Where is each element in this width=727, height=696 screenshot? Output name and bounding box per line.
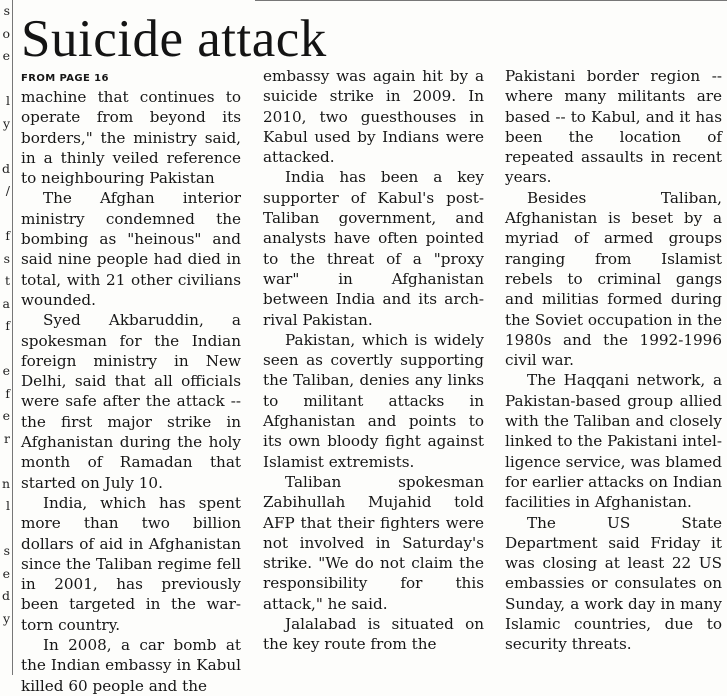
paragraph: machine that continues to operate from beyond its borders," the ministry said, in a thinly veiled reference to neighbouring Pakistan: [21, 88, 241, 188]
fragment-char: s: [3, 250, 10, 266]
fragment-char: [0, 68, 11, 91]
fragment-char: d: [1, 588, 10, 603]
previous-column-fragments: [0, 0, 11, 675]
fragment-char: l: [6, 498, 10, 513]
fragment-char: /: [5, 183, 10, 198]
paragraph: India, which has spent more than two billion dollars of aid in Afghanistan since the Taliban regime fell in 2001, has previously been targeted in the war-torn country.: [21, 493, 241, 634]
paragraph: In 2008, a car bomb at the Indian embassy in Kabul killed 60 people and the: [21, 636, 241, 695]
paragraph: Taliban spokesman Zabihullah Mujahid told AFP that their fighters were not involved in Saturday's strike. "We do not claim the responsibility for this attack," he said.: [263, 472, 484, 613]
fragment-char: o: [2, 25, 10, 41]
fragment-char: e: [2, 48, 10, 63]
fragment-char: s: [3, 543, 10, 558]
paragraph: embassy was again hit by a suicide strike in 2009. In 2010, two guesthouses in Kabul used by Indians were attacked.: [263, 67, 484, 167]
fragment-char: [0, 203, 11, 226]
paragraph: Pakistani border region -- where many militants are based -- to Kabul, and it has been the location of repeated assaults in recent years.: [505, 67, 722, 187]
paragraph: Syed Akbaruddin, a spokesman for the Indian foreign ministry in New Delhi, said that all officials were safe after the attack -- the first major strike in Afghanistan during the holy month of Ramadan that started on July 10.: [21, 311, 241, 492]
fragment-char: y: [2, 610, 10, 626]
fragment-char: n: [1, 475, 10, 491]
fragment-char: [0, 518, 11, 541]
paragraph: Jalalabad is situated on the key route from the: [263, 615, 484, 654]
article-column-2: [263, 66, 484, 671]
jump-line: FROM PAGE 16: [21, 73, 109, 84]
paragraph: Pakistan, which is widely seen as covertly supporting the Taliban, denies any links to militant attacks in Afghanistan and points to its own bloody fight against Islamist extremists.: [263, 330, 484, 471]
top-border-rule: [255, 0, 727, 1]
fragment-char: f: [5, 385, 10, 401]
paragraph: The Afghan interior ministry condemned the bombing as "heinous" and said nine people had died in total, with 21 other civilians wounded.: [21, 189, 241, 309]
fragment-char: f: [5, 318, 10, 333]
fragment-char: f: [5, 228, 10, 243]
fragment-char: a: [2, 295, 10, 311]
fragment-char: [0, 450, 11, 473]
article-column-1: [21, 72, 241, 695]
fragment-char: t: [4, 273, 10, 288]
paragraph: India has been a key supporter of Kabul's post-Taliban government, and analysts have often pointed to the threat of a "proxy war" in Afghanistan between India and its arch-rival Pakistan.: [263, 168, 484, 329]
column-divider-rule: [12, 0, 13, 675]
fragment-char: [0, 135, 11, 158]
paragraph: The US State Department said Friday it was closing at least 22 US embassies or consulates on Sunday, a work day in many Islamic countries, due to security threats.: [505, 513, 722, 654]
paragraph: The Haqqani network, a Pakistan-based group allied with the Taliban and closely linked to the Pakistani intelligence service, was blamed for earlier attacks on Indian facilities in Afghanistan.: [505, 371, 722, 512]
fragment-char: l: [6, 93, 10, 108]
article-column-3: [505, 66, 722, 671]
fragment-char: e: [2, 363, 10, 378]
fragment-char: [0, 338, 11, 361]
fragment-char: e: [2, 408, 10, 423]
fragment-char: e: [2, 565, 10, 581]
paragraph: Besides Taliban, Afghanistan is beset by a myriad of armed groups ranging from Islamist rebels to criminal gangs and militias formed during the Soviet occupation in the 1980s and the 1992-1996 civil war.: [505, 188, 722, 370]
fragment-char: y: [2, 115, 10, 131]
fragment-char: s: [3, 3, 10, 18]
headline: Suicide attack: [21, 10, 327, 68]
fragment-char: d: [1, 160, 10, 176]
fragment-char: r: [4, 430, 10, 446]
